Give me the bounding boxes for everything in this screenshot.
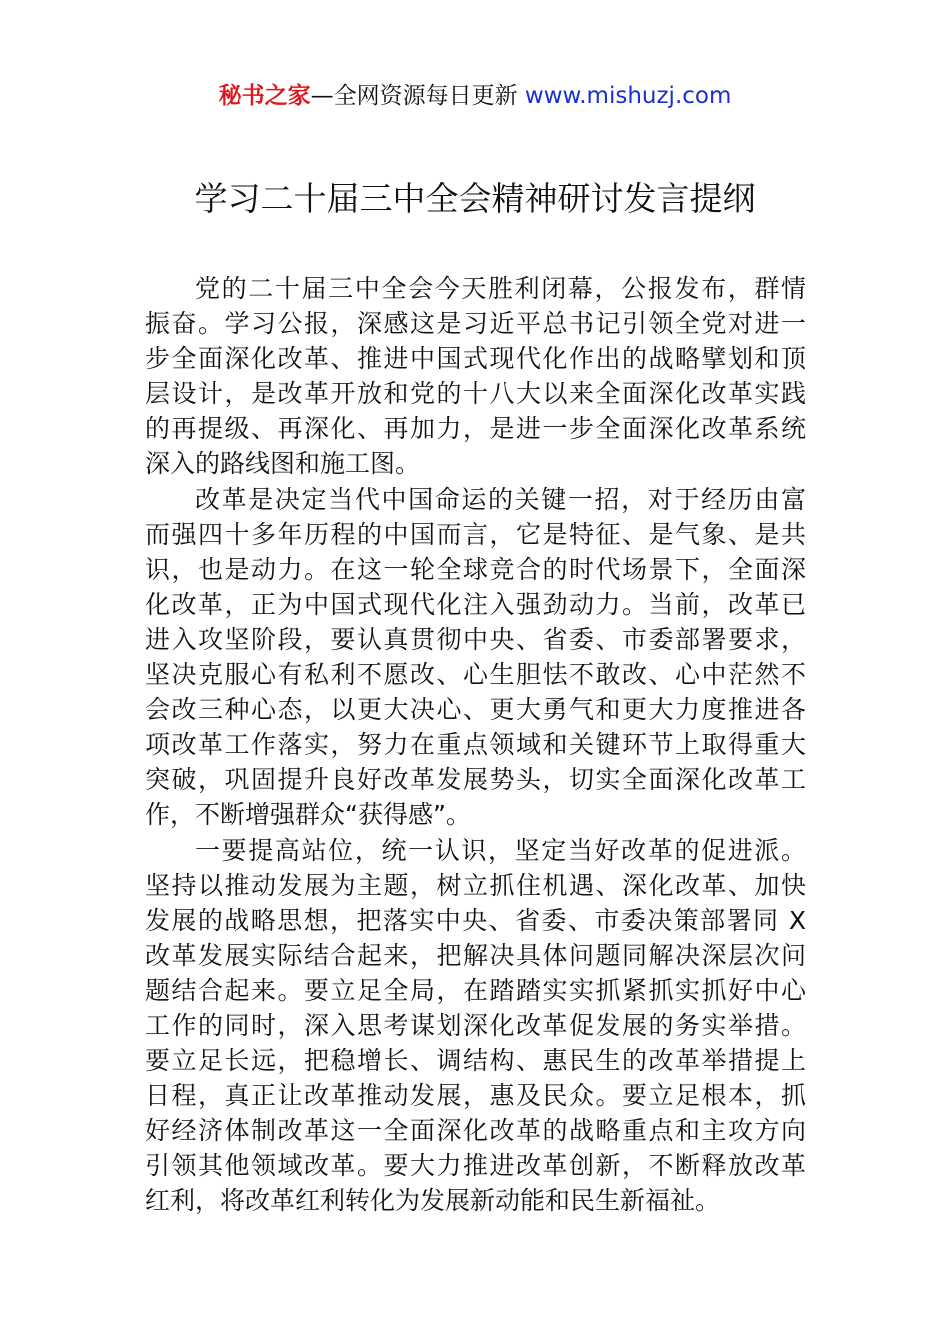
site-brand: 秘书之家: [218, 83, 311, 109]
text-line: 进入攻坚阶段，要认真贯彻中央、省委、市委部署要求，: [145, 624, 806, 654]
text-line: 发展的战略思想，把落实中央、省委、市委决策部署同 X: [145, 905, 806, 935]
paragraph-2: [145, 482, 806, 833]
text-line: 红利，将改革红利转化为发展新动能和民生新福祉。: [145, 1186, 721, 1216]
site-url-link[interactable]: www.mishuzj.com: [524, 83, 732, 109]
text-line: 振奋。学习公报，深感这是习近平总书记引领全党对进一: [145, 309, 806, 339]
text-line: 层设计，是改革开放和党的十八大以来全面深化改革实践: [145, 379, 806, 409]
text-line: 引领其他领域改革。要大力推进改革创新，不断释放改革: [145, 1151, 806, 1181]
paragraph-3: [145, 833, 806, 1219]
text-line: 的再提级、再深化、再加力，是进一步全面深化改革系统: [145, 414, 806, 444]
text-line: 作，不断增强群众“获得感”。: [145, 800, 471, 830]
text-line: 改革是决定当代中国命运的关键一招，对于经历由富: [195, 484, 806, 514]
text-line: 一要提高站位，统一认识，坚定当好改革的促进派。: [195, 835, 806, 865]
document-title: 学习二十届三中全会精神研讨发言提纲: [194, 179, 756, 218]
text-line: 坚持以推动发展为主题，树立抓住机遇、深化改革、加快: [145, 870, 806, 900]
text-line: 步全面深化改革、推进中国式现代化作出的战略擘划和顶: [145, 344, 806, 374]
text-line: 日程，真正让改革推动发展，惠及民众。要立足根本，抓: [145, 1081, 806, 1111]
text-line: 会改三种心态，以更大决心、更大勇气和更大力度推进各: [145, 695, 806, 725]
text-line: 识，也是动力。在这一轮全球竞合的时代场景下，全面深: [145, 554, 806, 584]
text-line: 项改革工作落实，努力在重点领域和关键环节上取得重大: [145, 730, 806, 760]
site-slogan: —全网资源每日更新: [310, 83, 525, 109]
paragraph-1: [145, 271, 806, 482]
text-line: 化改革，正为中国式现代化注入强劲动力。当前，改革已: [145, 589, 806, 619]
text-line: 好经济体制改革这一全面深化改革的战略重点和主攻方向: [145, 1116, 806, 1146]
site-header: [0, 80, 950, 112]
text-line: 而强四十多年历程的中国而言，它是特征、是气象、是共: [145, 519, 806, 549]
text-line: 坚决克服心有私利不愿改、心生胆怯不敢改、心中茫然不: [145, 660, 806, 690]
document-body: [145, 271, 806, 1219]
text-line: 突破，巩固提升良好改革发展势头，切实全面深化改革工: [145, 765, 806, 795]
text-line: 要立足长远，把稳增长、调结构、惠民生的改革举措提上: [145, 1046, 806, 1076]
text-line: 改革发展实际结合起来，把解决具体问题同解决深层次问: [145, 940, 806, 970]
text-line: 工作的同时，深入思考谋划深化改革促发展的务实举措。: [145, 1010, 806, 1040]
text-line: 题结合起来。要立足全局，在踏踏实实抓紧抓实抓好中心: [145, 975, 806, 1005]
text-line: 党的二十届三中全会今天胜利闭幕，公报发布，群情: [195, 274, 806, 303]
text-line: 深入的路线图和施工图。: [145, 449, 421, 479]
